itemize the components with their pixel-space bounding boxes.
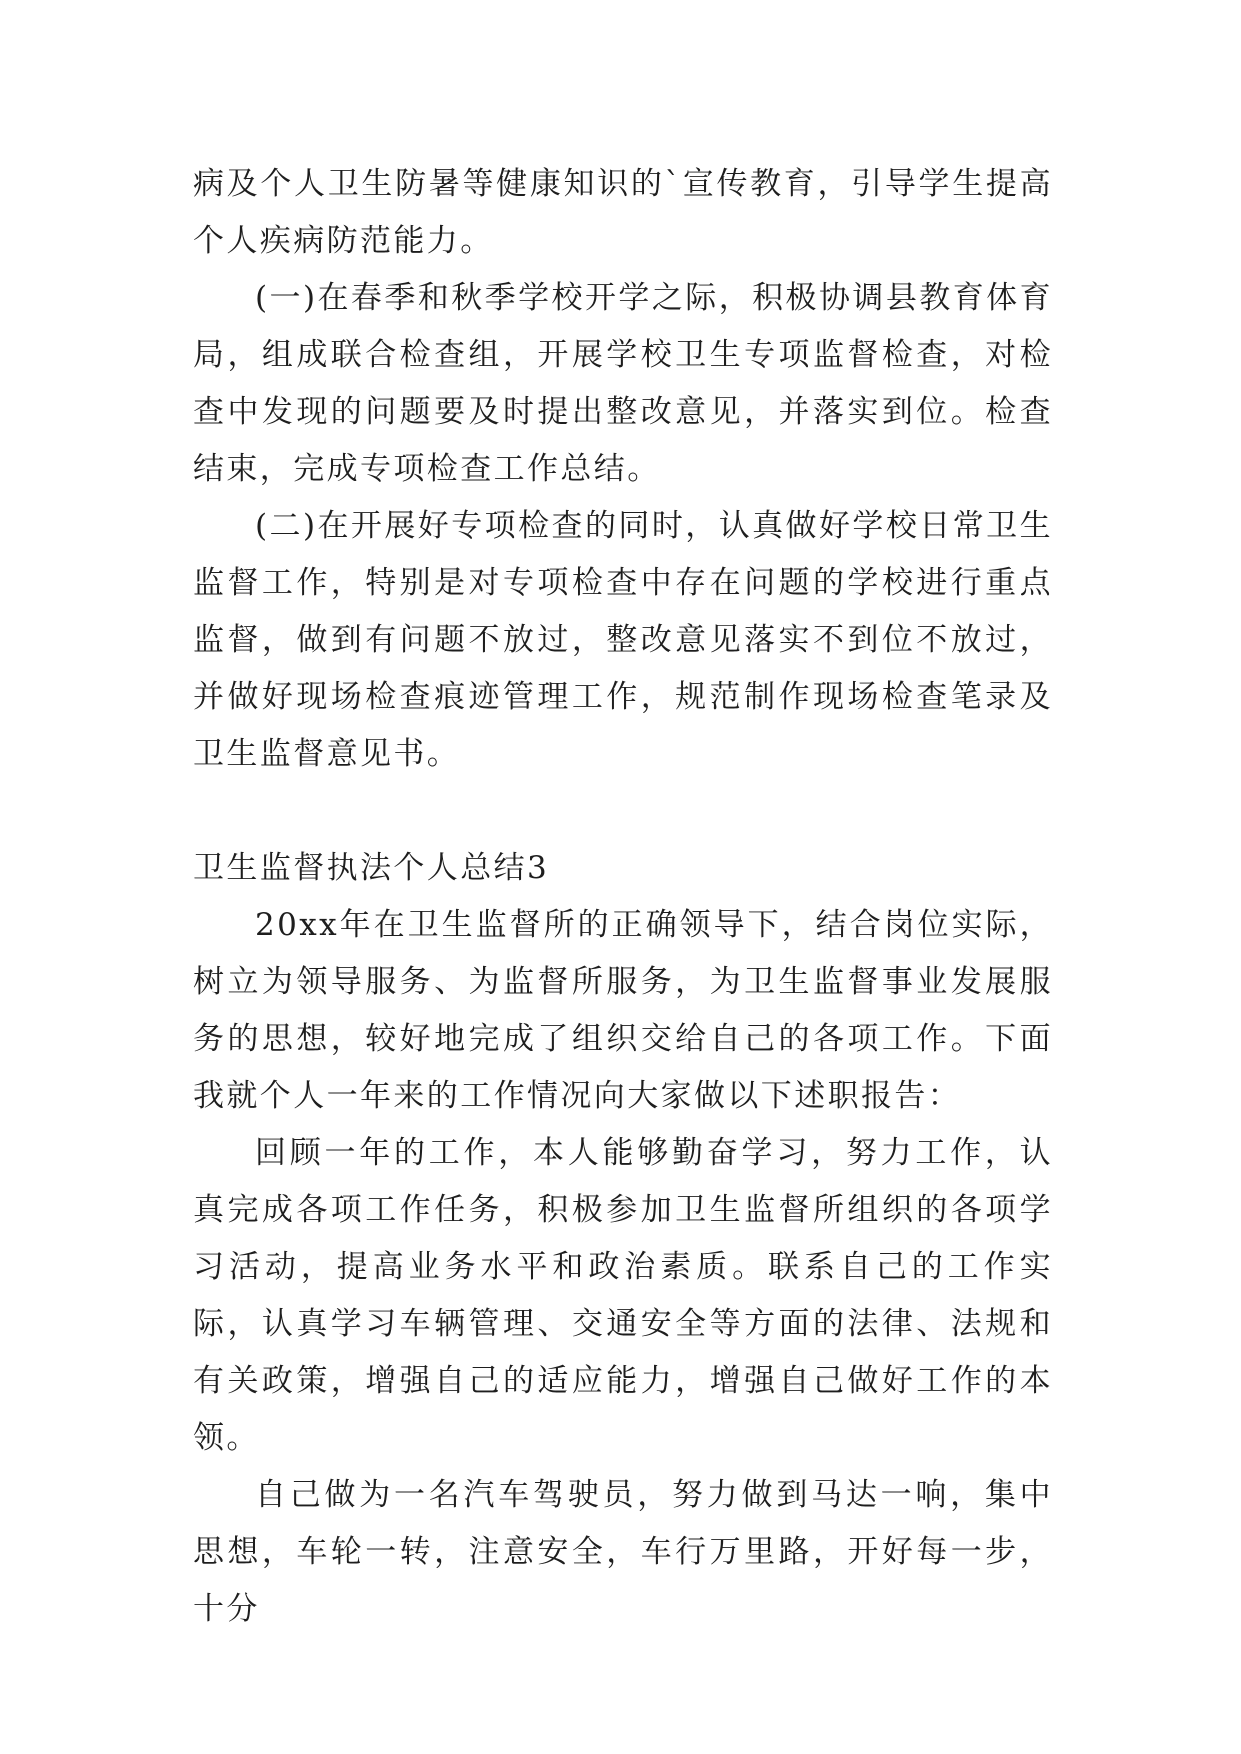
section-paragraph-intro: 20xx年在卫生监督所的正确领导下，结合岗位实际，树立为领导服务、为监督所服务，为卫生监督事业发展服务的思想，较好地完成了组织交给自己的各项工作。下面我就个人一年来的工作情况向大家做以下述职报告：	[193, 907, 1053, 1114]
paragraph-item-one: (一)在春季和秋季学校开学之际，积极协调县教育体育局，组成联合检查组，开展学校卫生专项监督检查，对检查中发现的问题要及时提出整改意见，并落实到位。检查结束，完成专项检查工作总结。	[193, 280, 1053, 487]
paragraph-continuation: 病及个人卫生防暑等健康知识的`宣传教育，引导学生提高个人疾病防范能力。	[193, 166, 1053, 259]
section-paragraph-review: 回顾一年的工作，本人能够勤奋学习，努力工作，认真完成各项工作任务，积极参加卫生监督所组织的各项学习活动，提高业务水平和政治素质。联系自己的工作实际，认真学习车辆管理、交通安全等方面的法律、法规和有关政策，增强自己的适应能力，增强自己做好工作的本领。	[193, 1135, 1053, 1456]
section-spacer	[193, 783, 1053, 840]
document-body	[193, 156, 1053, 1638]
section-title: 卫生监督执法个人总结3	[193, 850, 550, 886]
section-paragraph-driver: 自己做为一名汽车驾驶员，努力做到马达一响，集中思想，车轮一转，注意安全，车行万里路，开好每一步，十分	[193, 1477, 1053, 1627]
paragraph-item-two: (二)在开展好专项检查的同时，认真做好学校日常卫生监督工作，特别是对专项检查中存在问题的学校进行重点监督，做到有问题不放过，整改意见落实不到位不放过，并做好现场检查痕迹管理工作，规范制作现场检查笔录及卫生监督意见书。	[193, 508, 1053, 772]
